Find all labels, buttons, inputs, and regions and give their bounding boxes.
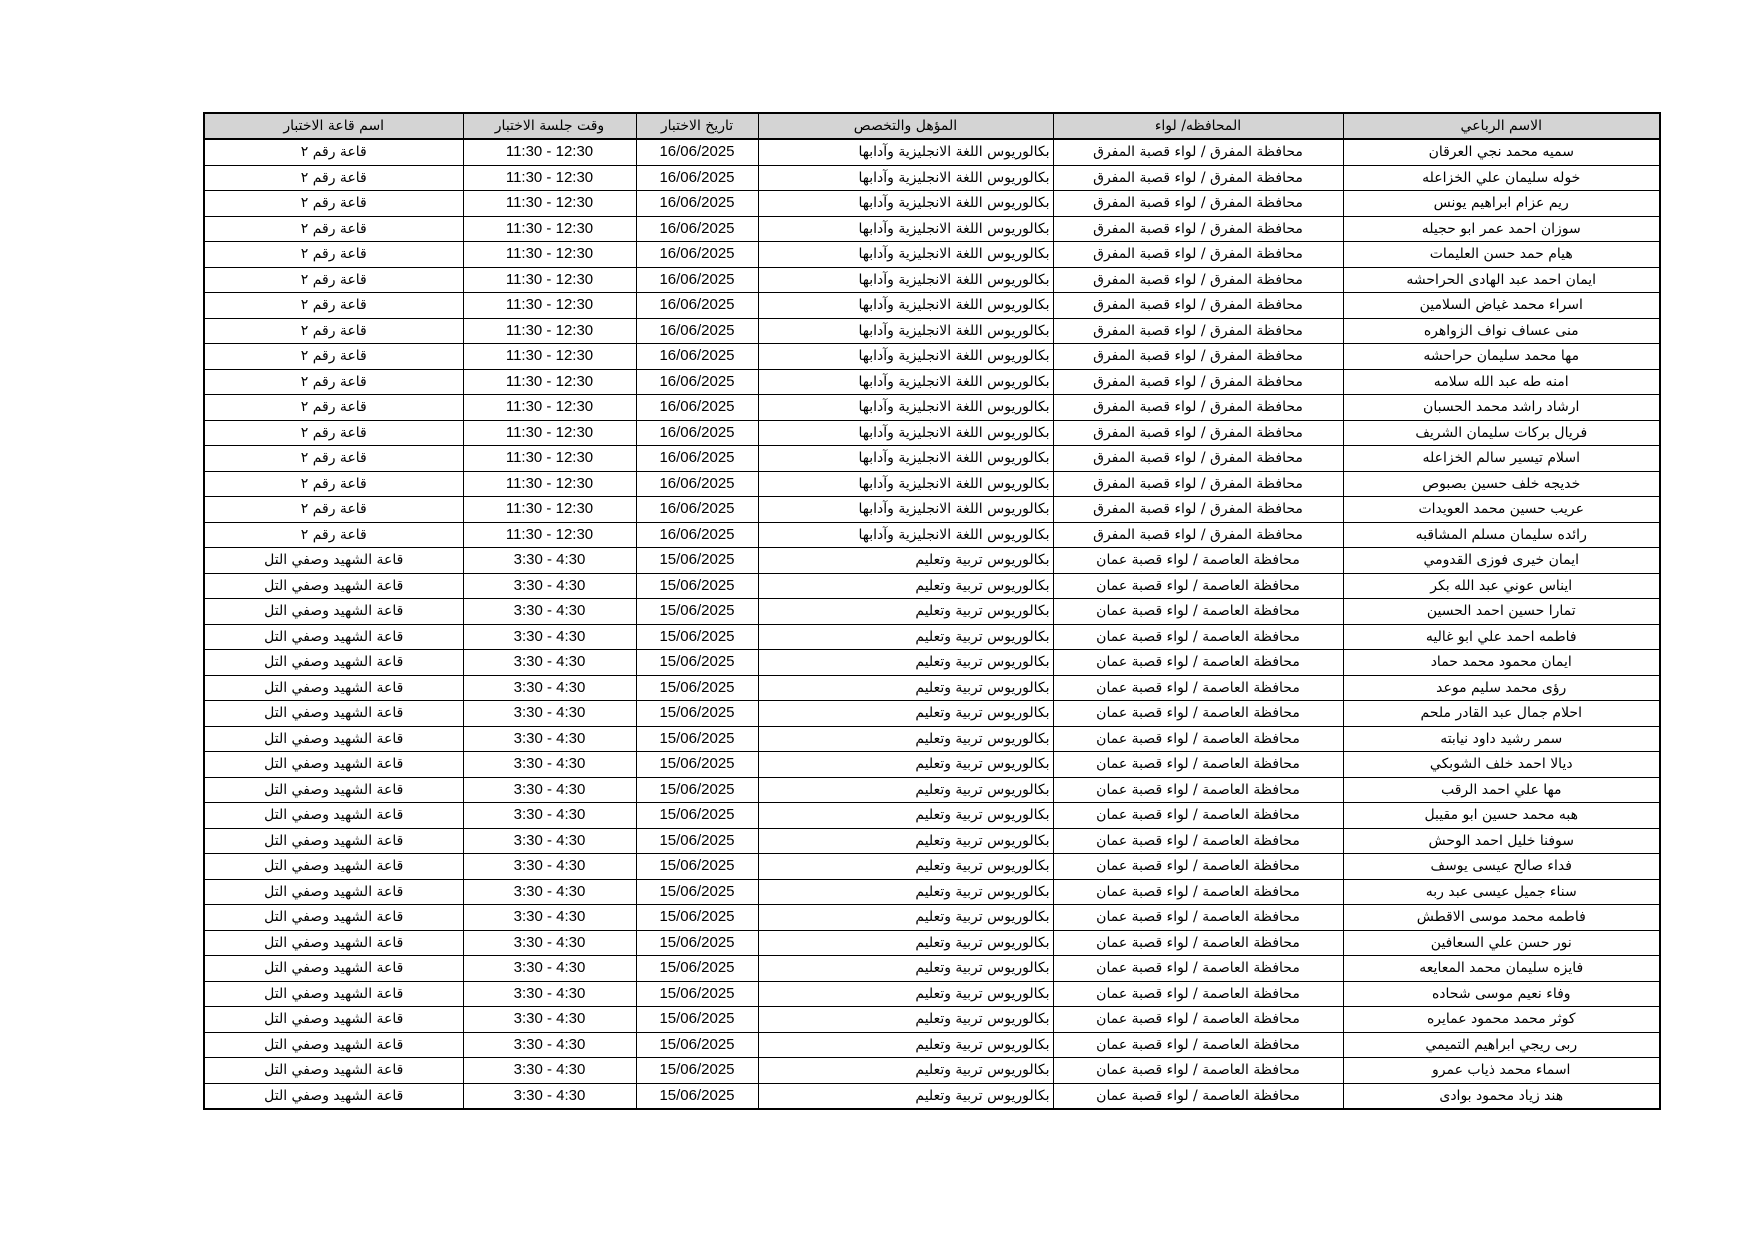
hall-cell: قاعة الشهيد وصفي التل	[204, 650, 463, 676]
qualification-cell: بكالوريوس تربية وتعليم	[758, 675, 1053, 701]
hall-cell: قاعة الشهيد وصفي التل	[204, 675, 463, 701]
date-cell: 15/06/2025	[636, 624, 758, 650]
time-cell: 3:30 - 4:30	[463, 726, 636, 752]
table-row	[204, 752, 1660, 778]
table-row	[204, 879, 1660, 905]
name-cell: فاطمه محمد موسى الاقطش	[1343, 905, 1660, 931]
date-cell: 16/06/2025	[636, 318, 758, 344]
hall-cell: قاعة الشهيد وصفي التل	[204, 599, 463, 625]
table-row	[204, 191, 1660, 217]
hall-cell: قاعة الشهيد وصفي التل	[204, 828, 463, 854]
table-row	[204, 675, 1660, 701]
name-cell: احلام جمال عبد القادر ملحم	[1343, 701, 1660, 727]
qualification-cell: بكالوريوس تربية وتعليم	[758, 548, 1053, 574]
qualification-cell: بكالوريوس اللغة الانجليزية وآدابها	[758, 395, 1053, 421]
name-cell: هند زياد محمود بوادى	[1343, 1083, 1660, 1109]
time-cell: 3:30 - 4:30	[463, 752, 636, 778]
time-cell: 3:30 - 4:30	[463, 650, 636, 676]
date-cell: 15/06/2025	[636, 981, 758, 1007]
time-cell: 11:30 - 12:30	[463, 293, 636, 319]
time-cell: 11:30 - 12:30	[463, 420, 636, 446]
qualification-cell: بكالوريوس اللغة الانجليزية وآدابها	[758, 191, 1053, 217]
governorate-cell: محافظة العاصمة / لواء قصبة عمان	[1053, 956, 1343, 982]
name-cell: ديالا احمد خلف الشوبكي	[1343, 752, 1660, 778]
time-cell: 3:30 - 4:30	[463, 803, 636, 829]
qualification-cell: بكالوريوس اللغة الانجليزية وآدابها	[758, 242, 1053, 268]
time-cell: 3:30 - 4:30	[463, 930, 636, 956]
time-cell: 3:30 - 4:30	[463, 599, 636, 625]
governorate-cell: محافظة العاصمة / لواء قصبة عمان	[1053, 1083, 1343, 1109]
governorate-cell: محافظة المفرق / لواء قصبة المفرق	[1053, 395, 1343, 421]
date-cell: 15/06/2025	[636, 548, 758, 574]
governorate-cell: محافظة المفرق / لواء قصبة المفرق	[1053, 446, 1343, 472]
hall-cell: قاعة رقم ٢	[204, 216, 463, 242]
governorate-cell: محافظة المفرق / لواء قصبة المفرق	[1053, 522, 1343, 548]
hall-cell: قاعة رقم ٢	[204, 344, 463, 370]
time-cell: 3:30 - 4:30	[463, 828, 636, 854]
name-cell: رائده سليمان مسلم المشاقبه	[1343, 522, 1660, 548]
name-cell: فداء صالح عيسى يوسف	[1343, 854, 1660, 880]
table-row	[204, 905, 1660, 931]
name-cell: اسراء محمد غياض السلامين	[1343, 293, 1660, 319]
governorate-cell: محافظة المفرق / لواء قصبة المفرق	[1053, 165, 1343, 191]
hall-cell: قاعة رقم ٢	[204, 267, 463, 293]
governorate-cell: محافظة العاصمة / لواء قصبة عمان	[1053, 675, 1343, 701]
governorate-cell: محافظة العاصمة / لواء قصبة عمان	[1053, 1058, 1343, 1084]
date-cell: 15/06/2025	[636, 599, 758, 625]
date-cell: 15/06/2025	[636, 828, 758, 854]
hall-cell: قاعة الشهيد وصفي التل	[204, 726, 463, 752]
hall-cell: قاعة الشهيد وصفي التل	[204, 956, 463, 982]
hall-cell: قاعة رقم ٢	[204, 139, 463, 165]
header-governorate: المحافظه/ لواء	[1053, 113, 1343, 139]
time-cell: 11:30 - 12:30	[463, 191, 636, 217]
table-row	[204, 139, 1660, 165]
date-cell: 15/06/2025	[636, 930, 758, 956]
header-time: وقت جلسة الاختبار	[463, 113, 636, 139]
qualification-cell: بكالوريوس اللغة الانجليزية وآدابها	[758, 522, 1053, 548]
time-cell: 11:30 - 12:30	[463, 344, 636, 370]
time-cell: 11:30 - 12:30	[463, 216, 636, 242]
date-cell: 16/06/2025	[636, 267, 758, 293]
name-cell: خديجه خلف حسين بصبوص	[1343, 471, 1660, 497]
date-cell: 15/06/2025	[636, 1058, 758, 1084]
qualification-cell: بكالوريوس اللغة الانجليزية وآدابها	[758, 293, 1053, 319]
hall-cell: قاعة رقم ٢	[204, 395, 463, 421]
time-cell: 11:30 - 12:30	[463, 165, 636, 191]
name-cell: فايزه سليمان محمد المعايعه	[1343, 956, 1660, 982]
qualification-cell: بكالوريوس تربية وتعليم	[758, 1007, 1053, 1033]
governorate-cell: محافظة العاصمة / لواء قصبة عمان	[1053, 548, 1343, 574]
qualification-cell: بكالوريوس تربية وتعليم	[758, 701, 1053, 727]
governorate-cell: محافظة المفرق / لواء قصبة المفرق	[1053, 369, 1343, 395]
hall-cell: قاعة الشهيد وصفي التل	[204, 701, 463, 727]
header-date: تاريخ الاختبار	[636, 113, 758, 139]
governorate-cell: محافظة العاصمة / لواء قصبة عمان	[1053, 650, 1343, 676]
date-cell: 16/06/2025	[636, 139, 758, 165]
name-cell: عريب حسين محمد العويدات	[1343, 497, 1660, 523]
name-cell: منى عساف نواف الزواهره	[1343, 318, 1660, 344]
hall-cell: قاعة رقم ٢	[204, 471, 463, 497]
qualification-cell: بكالوريوس اللغة الانجليزية وآدابها	[758, 420, 1053, 446]
governorate-cell: محافظة العاصمة / لواء قصبة عمان	[1053, 981, 1343, 1007]
governorate-cell: محافظة المفرق / لواء قصبة المفرق	[1053, 191, 1343, 217]
name-cell: اسماء محمد ذياب عمرو	[1343, 1058, 1660, 1084]
table-row	[204, 395, 1660, 421]
table-row	[204, 344, 1660, 370]
time-cell: 3:30 - 4:30	[463, 548, 636, 574]
time-cell: 3:30 - 4:30	[463, 777, 636, 803]
table-row	[204, 981, 1660, 1007]
time-cell: 11:30 - 12:30	[463, 139, 636, 165]
governorate-cell: محافظة المفرق / لواء قصبة المفرق	[1053, 344, 1343, 370]
name-cell: ربى ريجي ابراهيم التميمي	[1343, 1032, 1660, 1058]
name-cell: ايناس عوني عبد الله بكر	[1343, 573, 1660, 599]
governorate-cell: محافظة المفرق / لواء قصبة المفرق	[1053, 242, 1343, 268]
qualification-cell: بكالوريوس اللغة الانجليزية وآدابها	[758, 318, 1053, 344]
qualification-cell: بكالوريوس اللغة الانجليزية وآدابها	[758, 446, 1053, 472]
governorate-cell: محافظة المفرق / لواء قصبة المفرق	[1053, 216, 1343, 242]
date-cell: 15/06/2025	[636, 905, 758, 931]
name-cell: فاطمه احمد علي ابو غاليه	[1343, 624, 1660, 650]
date-cell: 15/06/2025	[636, 1007, 758, 1033]
governorate-cell: محافظة العاصمة / لواء قصبة عمان	[1053, 854, 1343, 880]
qualification-cell: بكالوريوس تربية وتعليم	[758, 726, 1053, 752]
table-row	[204, 956, 1660, 982]
governorate-cell: محافظة المفرق / لواء قصبة المفرق	[1053, 318, 1343, 344]
time-cell: 11:30 - 12:30	[463, 369, 636, 395]
time-cell: 3:30 - 4:30	[463, 624, 636, 650]
time-cell: 3:30 - 4:30	[463, 1058, 636, 1084]
time-cell: 11:30 - 12:30	[463, 395, 636, 421]
governorate-cell: محافظة العاصمة / لواء قصبة عمان	[1053, 599, 1343, 625]
governorate-cell: محافظة العاصمة / لواء قصبة عمان	[1053, 879, 1343, 905]
table-row	[204, 471, 1660, 497]
qualification-cell: بكالوريوس تربية وتعليم	[758, 930, 1053, 956]
table-row	[204, 777, 1660, 803]
qualification-cell: بكالوريوس تربية وتعليم	[758, 828, 1053, 854]
name-cell: تمارا حسين احمد الحسين	[1343, 599, 1660, 625]
date-cell: 15/06/2025	[636, 803, 758, 829]
hall-cell: قاعة رقم ٢	[204, 191, 463, 217]
governorate-cell: محافظة المفرق / لواء قصبة المفرق	[1053, 497, 1343, 523]
qualification-cell: بكالوريوس تربية وتعليم	[758, 777, 1053, 803]
name-cell: فريال بركات سليمان الشريف	[1343, 420, 1660, 446]
name-cell: سمر رشيد داود نيابته	[1343, 726, 1660, 752]
table-row	[204, 446, 1660, 472]
date-cell: 16/06/2025	[636, 242, 758, 268]
hall-cell: قاعة رقم ٢	[204, 318, 463, 344]
table-row	[204, 650, 1660, 676]
qualification-cell: بكالوريوس تربية وتعليم	[758, 573, 1053, 599]
qualification-cell: بكالوريوس اللغة الانجليزية وآدابها	[758, 344, 1053, 370]
date-cell: 16/06/2025	[636, 471, 758, 497]
time-cell: 11:30 - 12:30	[463, 318, 636, 344]
governorate-cell: محافظة العاصمة / لواء قصبة عمان	[1053, 828, 1343, 854]
table-row	[204, 522, 1660, 548]
hall-cell: قاعة رقم ٢	[204, 446, 463, 472]
time-cell: 3:30 - 4:30	[463, 675, 636, 701]
hall-cell: قاعة الشهيد وصفي التل	[204, 548, 463, 574]
qualification-cell: بكالوريوس اللغة الانجليزية وآدابها	[758, 497, 1053, 523]
name-cell: ايمان محمود محمد حماد	[1343, 650, 1660, 676]
qualification-cell: بكالوريوس اللغة الانجليزية وآدابها	[758, 165, 1053, 191]
time-cell: 3:30 - 4:30	[463, 956, 636, 982]
qualification-cell: بكالوريوس اللغة الانجليزية وآدابها	[758, 369, 1053, 395]
table-row	[204, 165, 1660, 191]
date-cell: 16/06/2025	[636, 522, 758, 548]
table-row	[204, 293, 1660, 319]
hall-cell: قاعة الشهيد وصفي التل	[204, 930, 463, 956]
table-row	[204, 828, 1660, 854]
governorate-cell: محافظة العاصمة / لواء قصبة عمان	[1053, 1032, 1343, 1058]
table-row	[204, 1083, 1660, 1109]
table-row	[204, 497, 1660, 523]
governorate-cell: محافظة المفرق / لواء قصبة المفرق	[1053, 420, 1343, 446]
date-cell: 16/06/2025	[636, 420, 758, 446]
header-name: الاسم الرباعي	[1343, 113, 1660, 139]
qualification-cell: بكالوريوس تربية وتعليم	[758, 1083, 1053, 1109]
date-cell: 15/06/2025	[636, 1083, 758, 1109]
qualification-cell: بكالوريوس اللغة الانجليزية وآدابها	[758, 267, 1053, 293]
governorate-cell: محافظة العاصمة / لواء قصبة عمان	[1053, 777, 1343, 803]
date-cell: 16/06/2025	[636, 446, 758, 472]
date-cell: 15/06/2025	[636, 573, 758, 599]
table-row	[204, 369, 1660, 395]
date-cell: 16/06/2025	[636, 216, 758, 242]
governorate-cell: محافظة العاصمة / لواء قصبة عمان	[1053, 701, 1343, 727]
governorate-cell: محافظة المفرق / لواء قصبة المفرق	[1053, 139, 1343, 165]
table-row	[204, 1032, 1660, 1058]
date-cell: 16/06/2025	[636, 293, 758, 319]
governorate-cell: محافظة العاصمة / لواء قصبة عمان	[1053, 752, 1343, 778]
name-cell: مها محمد سليمان حراحشه	[1343, 344, 1660, 370]
qualification-cell: بكالوريوس تربية وتعليم	[758, 1058, 1053, 1084]
governorate-cell: محافظة العاصمة / لواء قصبة عمان	[1053, 726, 1343, 752]
hall-cell: قاعة الشهيد وصفي التل	[204, 1058, 463, 1084]
table-body	[204, 139, 1660, 1109]
governorate-cell: محافظة المفرق / لواء قصبة المفرق	[1053, 471, 1343, 497]
date-cell: 15/06/2025	[636, 854, 758, 880]
qualification-cell: بكالوريوس تربية وتعليم	[758, 1032, 1053, 1058]
name-cell: وفاء نعيم موسى شحاده	[1343, 981, 1660, 1007]
hall-cell: قاعة الشهيد وصفي التل	[204, 1083, 463, 1109]
governorate-cell: محافظة العاصمة / لواء قصبة عمان	[1053, 573, 1343, 599]
time-cell: 11:30 - 12:30	[463, 497, 636, 523]
qualification-cell: بكالوريوس تربية وتعليم	[758, 803, 1053, 829]
hall-cell: قاعة الشهيد وصفي التل	[204, 803, 463, 829]
date-cell: 15/06/2025	[636, 726, 758, 752]
governorate-cell: محافظة العاصمة / لواء قصبة عمان	[1053, 803, 1343, 829]
name-cell: خوله سليمان علي الخزاعله	[1343, 165, 1660, 191]
hall-cell: قاعة الشهيد وصفي التل	[204, 777, 463, 803]
date-cell: 15/06/2025	[636, 879, 758, 905]
table-row	[204, 803, 1660, 829]
date-cell: 16/06/2025	[636, 497, 758, 523]
hall-cell: قاعة رقم ٢	[204, 293, 463, 319]
hall-cell: قاعة الشهيد وصفي التل	[204, 1007, 463, 1033]
name-cell: ايمان خيرى فوزى القدومي	[1343, 548, 1660, 574]
governorate-cell: محافظة المفرق / لواء قصبة المفرق	[1053, 267, 1343, 293]
table-row	[204, 548, 1660, 574]
date-cell: 15/06/2025	[636, 650, 758, 676]
table-row	[204, 930, 1660, 956]
hall-cell: قاعة الشهيد وصفي التل	[204, 905, 463, 931]
header-hall: اسم قاعة الاختبار	[204, 113, 463, 139]
date-cell: 15/06/2025	[636, 675, 758, 701]
governorate-cell: محافظة المفرق / لواء قصبة المفرق	[1053, 293, 1343, 319]
date-cell: 15/06/2025	[636, 956, 758, 982]
time-cell: 11:30 - 12:30	[463, 471, 636, 497]
governorate-cell: محافظة العاصمة / لواء قصبة عمان	[1053, 930, 1343, 956]
hall-cell: قاعة الشهيد وصفي التل	[204, 981, 463, 1007]
governorate-cell: محافظة العاصمة / لواء قصبة عمان	[1053, 624, 1343, 650]
date-cell: 15/06/2025	[636, 701, 758, 727]
time-cell: 3:30 - 4:30	[463, 854, 636, 880]
qualification-cell: بكالوريوس تربية وتعليم	[758, 599, 1053, 625]
date-cell: 15/06/2025	[636, 777, 758, 803]
hall-cell: قاعة رقم ٢	[204, 497, 463, 523]
time-cell: 3:30 - 4:30	[463, 879, 636, 905]
table-row	[204, 1007, 1660, 1033]
time-cell: 3:30 - 4:30	[463, 1032, 636, 1058]
name-cell: سناء جميل عيسى عبد ربه	[1343, 879, 1660, 905]
qualification-cell: بكالوريوس اللغة الانجليزية وآدابها	[758, 139, 1053, 165]
hall-cell: قاعة رقم ٢	[204, 369, 463, 395]
time-cell: 3:30 - 4:30	[463, 573, 636, 599]
hall-cell: قاعة رقم ٢	[204, 522, 463, 548]
name-cell: ريم عزام ابراهيم يونس	[1343, 191, 1660, 217]
qualification-cell: بكالوريوس تربية وتعليم	[758, 854, 1053, 880]
time-cell: 11:30 - 12:30	[463, 242, 636, 268]
qualification-cell: بكالوريوس اللغة الانجليزية وآدابها	[758, 471, 1053, 497]
governorate-cell: محافظة العاصمة / لواء قصبة عمان	[1053, 905, 1343, 931]
name-cell: اسلام تيسير سالم الخزاعله	[1343, 446, 1660, 472]
name-cell: سميه محمد نجي العرقان	[1343, 139, 1660, 165]
name-cell: مها علي احمد الرقب	[1343, 777, 1660, 803]
date-cell: 15/06/2025	[636, 752, 758, 778]
name-cell: سوفنا خليل احمد الوحش	[1343, 828, 1660, 854]
name-cell: ايمان احمد عبد الهادى الحراحشه	[1343, 267, 1660, 293]
exam-schedule-table	[203, 112, 1661, 1110]
time-cell: 3:30 - 4:30	[463, 1083, 636, 1109]
name-cell: ارشاد راشد محمد الحسبان	[1343, 395, 1660, 421]
table-row	[204, 420, 1660, 446]
qualification-cell: بكالوريوس تربية وتعليم	[758, 752, 1053, 778]
time-cell: 3:30 - 4:30	[463, 905, 636, 931]
table-row	[204, 726, 1660, 752]
hall-cell: قاعة رقم ٢	[204, 165, 463, 191]
hall-cell: قاعة الشهيد وصفي التل	[204, 854, 463, 880]
time-cell: 11:30 - 12:30	[463, 446, 636, 472]
table-row	[204, 267, 1660, 293]
time-cell: 3:30 - 4:30	[463, 701, 636, 727]
table-row	[204, 216, 1660, 242]
hall-cell: قاعة الشهيد وصفي التل	[204, 624, 463, 650]
date-cell: 15/06/2025	[636, 1032, 758, 1058]
table-row	[204, 599, 1660, 625]
hall-cell: قاعة الشهيد وصفي التل	[204, 1032, 463, 1058]
qualification-cell: بكالوريوس تربية وتعليم	[758, 624, 1053, 650]
governorate-cell: محافظة العاصمة / لواء قصبة عمان	[1053, 1007, 1343, 1033]
table-row	[204, 624, 1660, 650]
date-cell: 16/06/2025	[636, 395, 758, 421]
table-row	[204, 573, 1660, 599]
date-cell: 16/06/2025	[636, 369, 758, 395]
name-cell: نور حسن علي السعافين	[1343, 930, 1660, 956]
name-cell: امنه طه عبد الله سلامه	[1343, 369, 1660, 395]
table-row	[204, 701, 1660, 727]
date-cell: 16/06/2025	[636, 344, 758, 370]
qualification-cell: بكالوريوس تربية وتعليم	[758, 981, 1053, 1007]
name-cell: هيام حمد حسن العليمات	[1343, 242, 1660, 268]
time-cell: 3:30 - 4:30	[463, 981, 636, 1007]
qualification-cell: بكالوريوس تربية وتعليم	[758, 905, 1053, 931]
time-cell: 11:30 - 12:30	[463, 522, 636, 548]
time-cell: 11:30 - 12:30	[463, 267, 636, 293]
table-row	[204, 1058, 1660, 1084]
table-row	[204, 318, 1660, 344]
qualification-cell: بكالوريوس تربية وتعليم	[758, 956, 1053, 982]
hall-cell: قاعة الشهيد وصفي التل	[204, 573, 463, 599]
name-cell: هبه محمد حسين ابو مقيبل	[1343, 803, 1660, 829]
qualification-cell: بكالوريوس تربية وتعليم	[758, 879, 1053, 905]
hall-cell: قاعة رقم ٢	[204, 242, 463, 268]
date-cell: 16/06/2025	[636, 191, 758, 217]
name-cell: كوثر محمد محمود عمايره	[1343, 1007, 1660, 1033]
name-cell: رؤى محمد سليم موعد	[1343, 675, 1660, 701]
qualification-cell: بكالوريوس تربية وتعليم	[758, 650, 1053, 676]
table-header-row	[204, 113, 1660, 139]
date-cell: 16/06/2025	[636, 165, 758, 191]
qualification-cell: بكالوريوس اللغة الانجليزية وآدابها	[758, 216, 1053, 242]
hall-cell: قاعة رقم ٢	[204, 420, 463, 446]
time-cell: 3:30 - 4:30	[463, 1007, 636, 1033]
name-cell: سوزان احمد عمر ابو حجيله	[1343, 216, 1660, 242]
hall-cell: قاعة الشهيد وصفي التل	[204, 879, 463, 905]
table-row	[204, 242, 1660, 268]
table-row	[204, 854, 1660, 880]
hall-cell: قاعة الشهيد وصفي التل	[204, 752, 463, 778]
header-qualification: المؤهل والتخصص	[758, 113, 1053, 139]
